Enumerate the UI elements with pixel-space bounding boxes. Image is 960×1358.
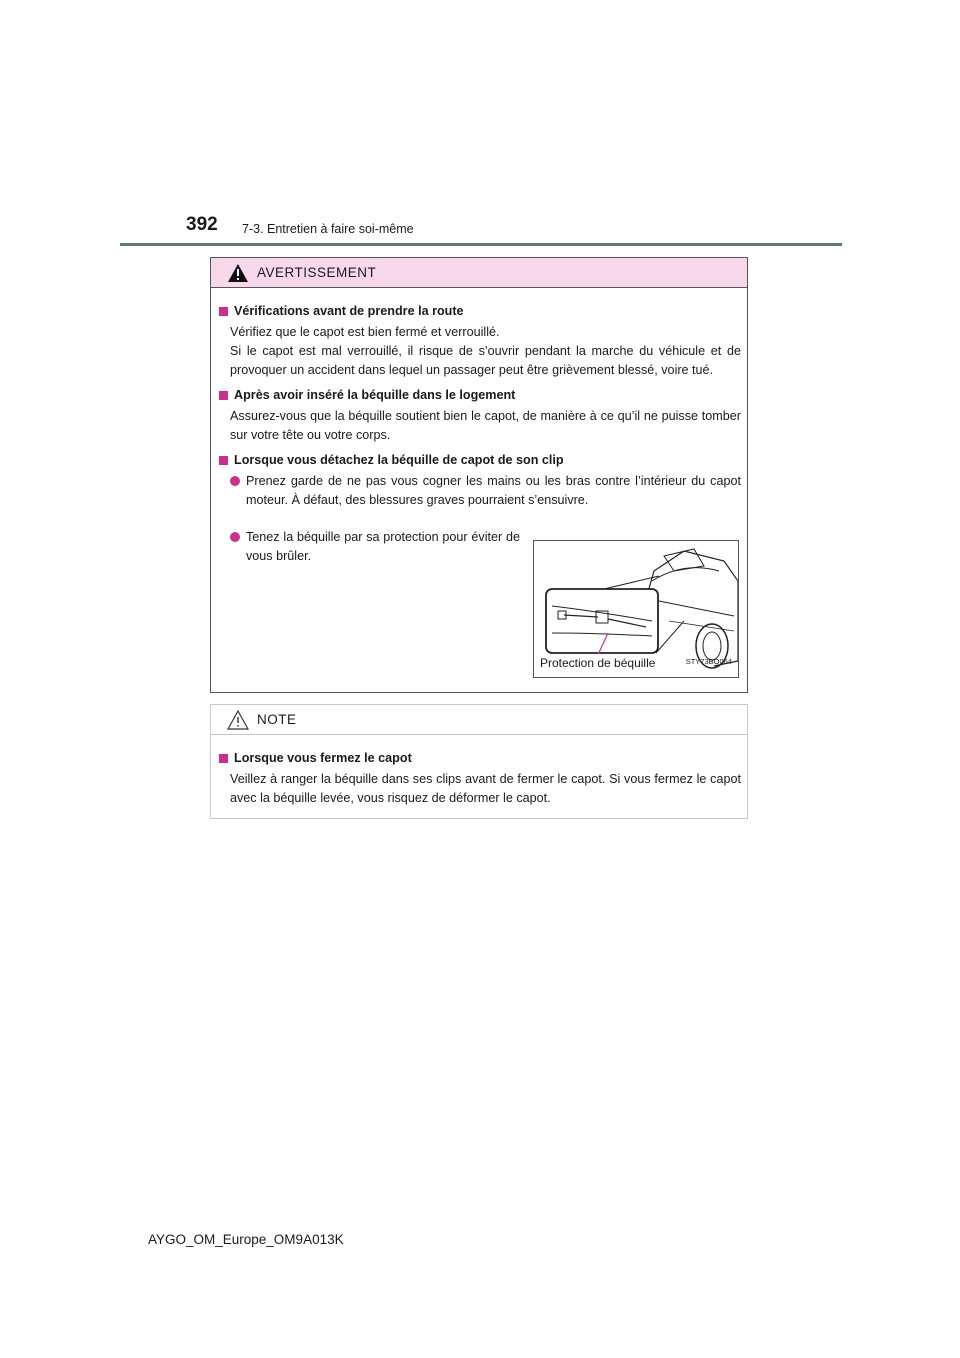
footer-doc-id: AYGO_OM_Europe_OM9A013K xyxy=(148,1232,344,1247)
warning-item-text: Vérifiez que le capot est bien fermé et verrouillé. Si le capot est mal verrouillé, il risque de s’ouvrir pendant la marche du véhicule et de provoquer un accident dans lequel un passager peut être grièvement blessé, voire tué. xyxy=(230,325,741,377)
warning-label: AVERTISSEMENT xyxy=(257,265,377,280)
bullet-with-figure xyxy=(219,528,741,698)
square-bullet-icon xyxy=(219,391,228,400)
warning-item-title: Vérifications avant de prendre la route xyxy=(219,302,741,321)
figure-caption: Protection de béquille xyxy=(538,654,657,673)
square-bullet-icon xyxy=(219,456,228,465)
hood-stay-figure xyxy=(533,540,739,678)
warning-triangle-icon xyxy=(227,263,249,283)
warning-item-text: Assurez-vous que la béquille soutient bien le capot, de manière à ce qu’il ne puisse tomber sur votre tête ou votre corps. xyxy=(230,409,741,442)
note-item-text: Veillez à ranger la béquille dans ses clips avant de fermer le capot. Si vous fermez le capot avec la béquille levée, vous risquez de déformer le capot. xyxy=(230,772,741,805)
section-title: 7-3. Entretien à faire soi-même xyxy=(242,222,414,236)
warning-item-title: Lorsque vous détachez la béquille de capot de son clip xyxy=(219,451,741,470)
note-box xyxy=(210,704,748,819)
warning-header xyxy=(211,258,747,288)
warning-item-title: Après avoir inséré la béquille dans le logement xyxy=(219,386,741,405)
note-body xyxy=(211,735,747,808)
note-item-title: Lorsque vous fermez le capot xyxy=(219,749,741,768)
round-bullet-icon xyxy=(230,532,240,542)
bullet-item: Prenez garde de ne pas vous cogner les mains ou les bras contre l’intérieur du capot moteur. À défaut, des blessures graves pourraient s’ensuivre. xyxy=(219,472,741,510)
caution-triangle-icon xyxy=(227,710,249,730)
note-header xyxy=(211,705,747,735)
header-rule xyxy=(120,243,842,246)
page-number: 392 xyxy=(186,214,218,235)
bullet-item: Tenez la béquille par sa protection pour éviter de vous brûler. xyxy=(219,528,520,566)
warning-body xyxy=(211,288,747,698)
square-bullet-icon xyxy=(219,307,228,316)
figure-code: STY73BO064 xyxy=(685,657,732,666)
round-bullet-icon xyxy=(230,476,240,486)
warning-box xyxy=(210,257,748,693)
note-label: NOTE xyxy=(257,712,297,727)
square-bullet-icon xyxy=(219,754,228,763)
